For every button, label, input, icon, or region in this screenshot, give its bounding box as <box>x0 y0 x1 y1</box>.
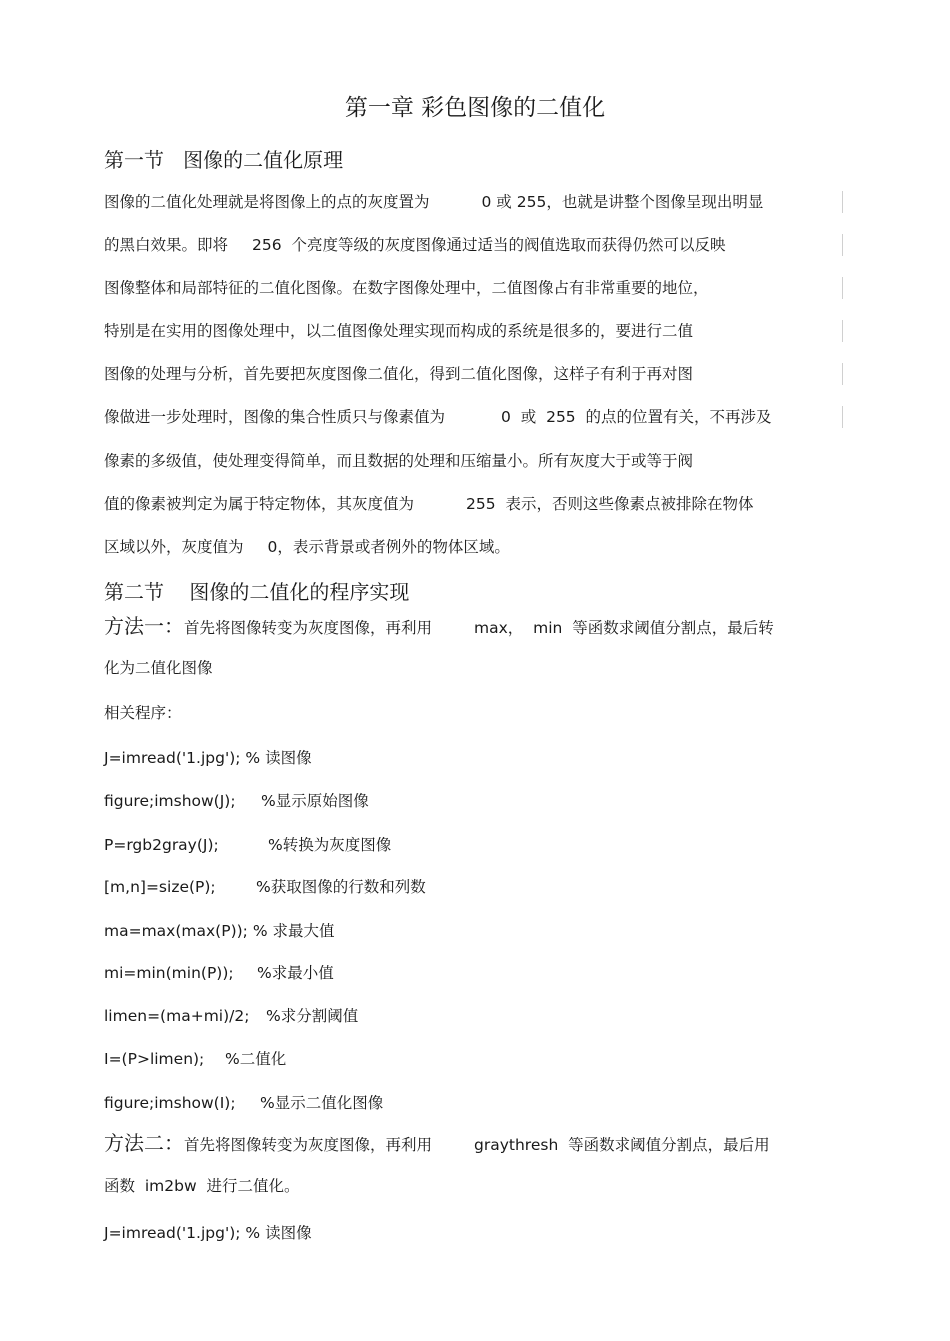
chapter-title: 第一章 彩色图像的二值化 <box>344 95 606 121</box>
section2-heading: 第二节 图像的二值化的程序实现 <box>104 580 410 604</box>
related-programs-label: 相关程序： <box>104 704 182 722</box>
scan-margin-mark <box>842 406 843 428</box>
code-line: J=imread('1.jpg'); % 读图像 <box>104 749 312 767</box>
paragraph-line: 图像的处理与分析，首先要把灰度图像二值化，得到二值化图像，这样子有利于再对图 <box>104 365 694 383</box>
paragraph-line: 图像整体和局部特征的二值化图像。在数字图像处理中，二值图像占有非常重要的地位， <box>104 279 709 297</box>
method2-line: 方法二：首先将图像转变为灰度图像，再利用 graythresh 等函数求阈值分割点，最后用 <box>104 1131 770 1155</box>
code-line: mi=min(min(P)); %求最小值 <box>104 964 334 982</box>
paragraph-line: 区域以外，灰度值为 0，表示背景或者例外的物体区域。 <box>104 538 510 556</box>
scan-margin-mark <box>842 363 843 385</box>
section1-heading: 第一节 图像的二值化原理 <box>104 148 344 172</box>
code-line: J=imread('1.jpg'); % 读图像 <box>104 1224 312 1242</box>
code-line: figure;imshow(I); %显示二值化图像 <box>104 1094 384 1112</box>
code-line: ma=max(max(P)); % 求最大值 <box>104 922 335 940</box>
code-line: limen=(ma+mi)/2; %求分割阈值 <box>104 1007 359 1025</box>
paragraph-line: 值的像素被判定为属于特定物体，其灰度值为 255 表示，否则这些像素点被排除在物体 <box>104 495 754 513</box>
scan-margin-mark <box>842 234 843 256</box>
scan-margin-mark <box>842 191 843 213</box>
paragraph-line: 特别是在实用的图像处理中，以二值图像处理实现而构成的系统是很多的，要进行二值 <box>104 322 694 340</box>
method1-label: 方法一： <box>104 614 184 638</box>
code-line: I=(P>limen); %二值化 <box>104 1050 287 1068</box>
paragraph-line: 的黑白效果。即将 256 个亮度等级的灰度图像通过适当的阀值选取而获得仍然可以反映 <box>104 236 726 254</box>
method1-line2: 化为二值化图像 <box>104 659 213 677</box>
method1-line: 方法一：首先将图像转变为灰度图像，再利用 max， min 等函数求阈值分割点，最后转 <box>104 614 774 638</box>
method2-line2: 函数 im2bw 进行二值化。 <box>104 1177 300 1195</box>
code-line: P=rgb2gray(J); %转换为灰度图像 <box>104 836 392 854</box>
scan-margin-mark <box>842 277 843 299</box>
paragraph-line: 像素的多级值，使处理变得简单，而且数据的处理和压缩量小。所有灰度大于或等于阀 <box>104 452 694 470</box>
paragraph-line: 图像的二值化处理就是将图像上的点的灰度置为 0 或 255，也就是讲整个图像呈现出明显 <box>104 193 764 211</box>
paragraph-line: 像做进一步处理时，图像的集合性质只与像素值为 0 或 255 的点的位置有关，不再涉及 <box>104 408 772 426</box>
method2-label: 方法二： <box>104 1131 184 1155</box>
code-line: [m,n]=size(P); %获取图像的行数和列数 <box>104 878 426 896</box>
code-line: figure;imshow(J); %显示原始图像 <box>104 792 369 810</box>
scan-margin-mark <box>842 320 843 342</box>
